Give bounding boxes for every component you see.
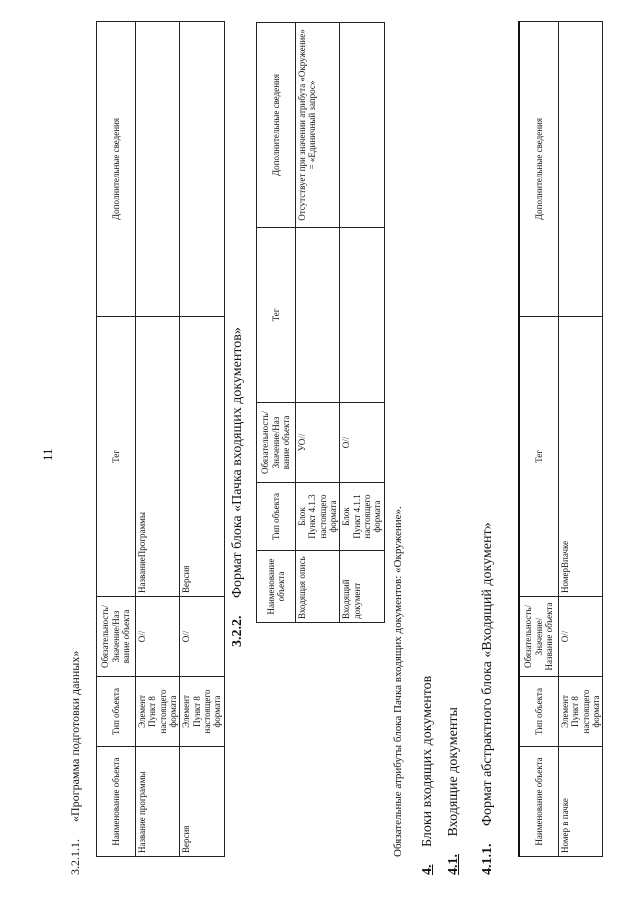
section-number: 4.1. bbox=[446, 854, 461, 875]
section-heading-incoming-docs bbox=[446, 707, 462, 875]
cell-tag bbox=[296, 228, 340, 403]
cell-type-line: Пункт 4.1.1 bbox=[351, 494, 362, 539]
table-row bbox=[136, 22, 180, 857]
cell-info bbox=[180, 22, 224, 317]
table-packet-format bbox=[256, 22, 385, 623]
cell-requirement: О// bbox=[340, 403, 384, 483]
cell-info bbox=[559, 22, 603, 317]
cell-type-line: Пункт 4.1.3 bbox=[307, 494, 318, 539]
cell-requirement: О// bbox=[136, 597, 180, 677]
column-header: Тип объекта bbox=[97, 677, 136, 747]
cell-type-line: Пункт 8 настоящего bbox=[147, 689, 168, 734]
cell-name: Входящий документ bbox=[340, 551, 384, 623]
section-title: «Программа подготовки данных» bbox=[68, 650, 82, 822]
column-header: Дополнительные сведения bbox=[519, 22, 559, 317]
cell-type-line: формата bbox=[591, 695, 602, 728]
cell-type bbox=[559, 677, 603, 747]
cell-tag: НазваниеПрограммы bbox=[136, 317, 180, 597]
column-header: Дополнительные сведения bbox=[97, 22, 136, 317]
cell-type bbox=[136, 677, 180, 747]
table-row bbox=[340, 23, 384, 623]
section-heading-blocks bbox=[420, 676, 436, 875]
cell-type-line: Элемент bbox=[560, 695, 570, 728]
column-header: Тег bbox=[519, 317, 559, 597]
column-header: Наименование объекта bbox=[257, 551, 296, 623]
cell-type bbox=[340, 483, 384, 551]
column-header: Наименование объекта bbox=[519, 747, 559, 857]
cell-type-line: Блок bbox=[341, 507, 352, 526]
cell-type-line: Блок bbox=[297, 507, 307, 526]
cell-name: Название программы bbox=[136, 747, 180, 857]
table-row bbox=[296, 23, 340, 623]
cell-info bbox=[340, 23, 384, 228]
column-header: Обязательность/Значение/ Название объекта bbox=[519, 597, 559, 677]
required-attributes-note: Обязательные атрибуты блока Пачка входящих документов: «Окружение». bbox=[392, 506, 404, 857]
section-title: Входящие документы bbox=[446, 707, 461, 837]
section-number: 3.2.2. bbox=[230, 615, 245, 647]
cell-type bbox=[180, 677, 224, 747]
cell-tag: Версия bbox=[180, 317, 224, 597]
column-header: Тег bbox=[257, 228, 296, 403]
cell-type-line: формата bbox=[168, 695, 179, 728]
section-title: Блоки входящих документов bbox=[420, 675, 435, 847]
column-header: Дополнительные сведения bbox=[257, 23, 296, 228]
cell-info bbox=[136, 22, 180, 317]
section-heading-abstract-block bbox=[480, 522, 496, 875]
column-header: Тег bbox=[97, 317, 136, 597]
column-header: Тип объекта bbox=[257, 483, 296, 551]
cell-info: Отсутствует при значении атрибута «Окружение» = «Единичный запрос» bbox=[296, 23, 340, 228]
table-row bbox=[559, 22, 603, 857]
section-number: 4.1.1. bbox=[480, 843, 495, 875]
column-header: Обязательность/Значение/Наз вание объекта bbox=[97, 597, 136, 677]
cell-name: Номер в пачке bbox=[559, 747, 603, 857]
cell-tag: НомерВпачке bbox=[559, 317, 603, 597]
cell-type-line: Пункт 8 настоящего bbox=[191, 689, 213, 734]
cell-requirement: О// bbox=[559, 597, 603, 677]
column-header: Наименование объекта bbox=[97, 747, 136, 857]
column-header: Тип объекта bbox=[519, 677, 559, 747]
cell-type-line: настоящего формата bbox=[362, 494, 383, 539]
table-row bbox=[180, 22, 224, 857]
cell-type-line: настоящего формата bbox=[317, 494, 339, 539]
cell-requirement: УО// bbox=[296, 403, 340, 483]
cell-type-line: Элемент bbox=[181, 695, 192, 728]
cell-type bbox=[296, 483, 340, 551]
cell-tag bbox=[340, 228, 384, 403]
cell-type-line: Пункт 8 настоящего bbox=[570, 689, 591, 734]
section-number: 4. bbox=[420, 864, 435, 875]
column-header: Обязательность/Значение/Наз вание объекта bbox=[257, 403, 296, 483]
cell-requirement: О// bbox=[180, 597, 224, 677]
section-title: Формат абстрактного блока «Входящий документ» bbox=[480, 522, 495, 826]
cell-name: Версия bbox=[180, 747, 224, 857]
page-number: 11 bbox=[40, 448, 55, 461]
cell-type-line: Элемент bbox=[137, 695, 147, 728]
table-program-info bbox=[96, 21, 225, 857]
section-heading-program bbox=[68, 651, 83, 875]
section-title: Формат блока «Пачка входящих документов» bbox=[230, 327, 245, 598]
cell-type-line: формата bbox=[212, 695, 223, 728]
cell-name: Входящая опись bbox=[296, 551, 340, 623]
table-incoming-document bbox=[518, 21, 603, 857]
section-number: 3.2.1.1. bbox=[68, 839, 82, 875]
section-heading-packet bbox=[230, 327, 246, 647]
